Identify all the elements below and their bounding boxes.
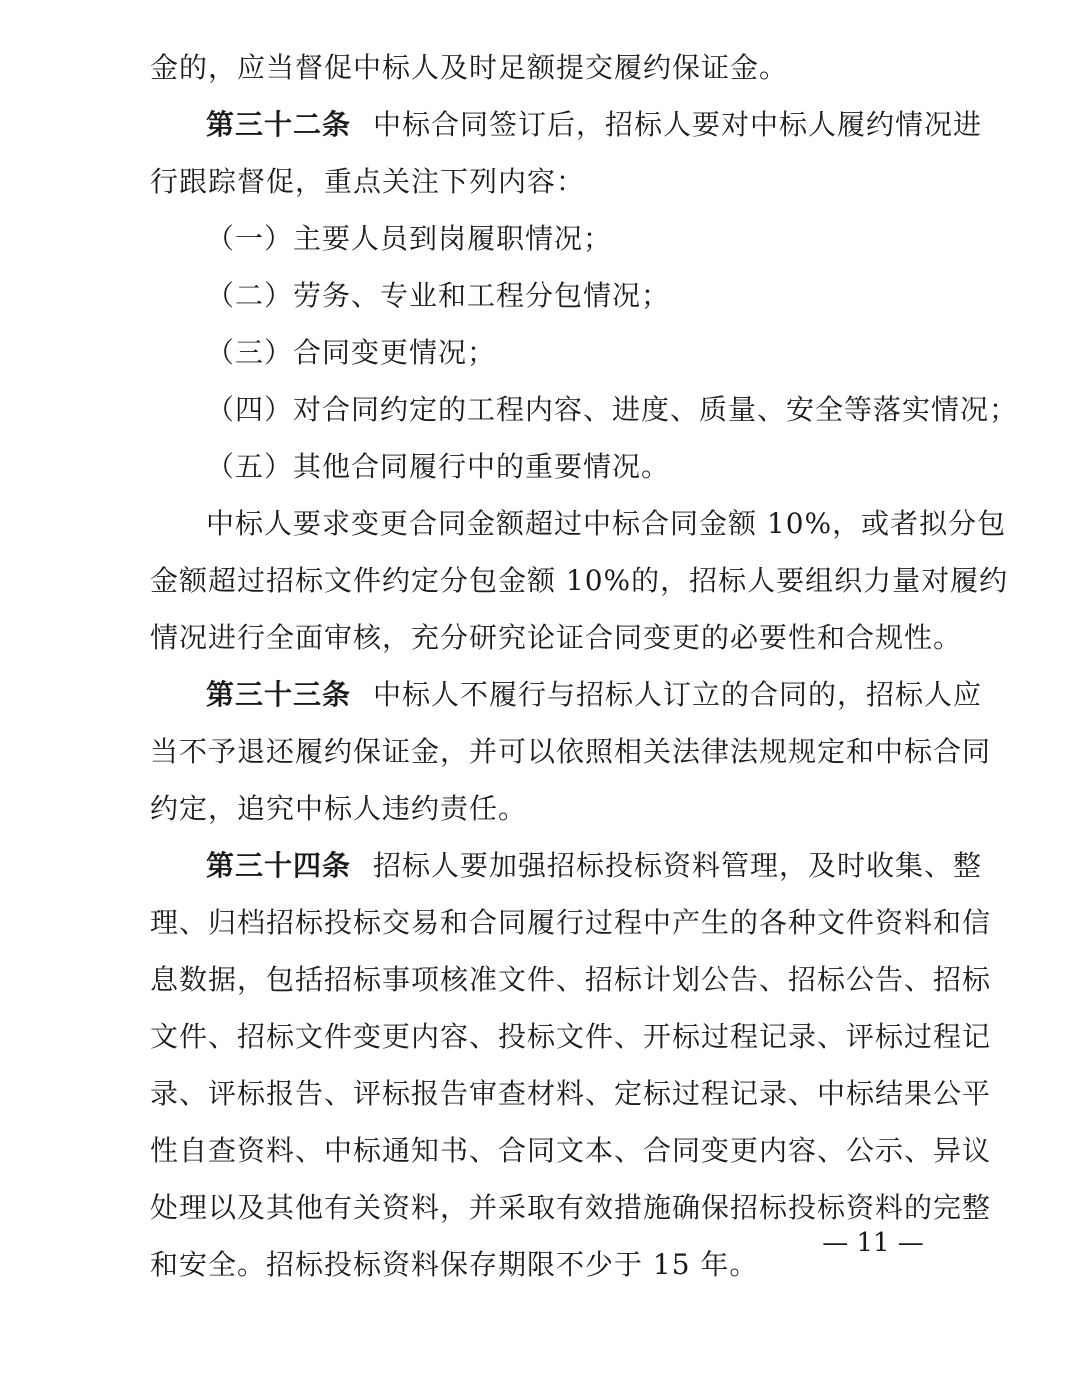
text-line: 行跟踪督促，重点关注下列内容： xyxy=(150,165,586,198)
text-line: 金额超过招标文件约定分包金额 10%的，招标人要组织力量对履约 xyxy=(150,564,1009,597)
text-line: 情况进行全面审核，充分研究论证合同变更的必要性和合规性。 xyxy=(150,621,963,654)
article-34-heading-line: 第三十四条 招标人要加强招标投标资料管理，及时收集、整 xyxy=(206,849,983,882)
text-line: 金的，应当督促中标人及时足额提交履约保证金。 xyxy=(150,51,789,84)
article-number: 第三十四条 xyxy=(206,849,352,882)
article-number: 第三十三条 xyxy=(206,678,352,711)
article-32-heading-line: 第三十二条 中标合同签订后，招标人要对中标人履约情况进 xyxy=(206,108,983,141)
list-item: （四）对合同约定的工程内容、进度、质量、安全等落实情况； xyxy=(206,393,1019,426)
text-line: 和安全。招标投标资料保存期限不少于 15 年。 xyxy=(150,1248,759,1281)
text-line: 当不予退还履约保证金，并可以依照相关法律法规规定和中标合同 xyxy=(150,735,992,768)
article-number: 第三十二条 xyxy=(206,108,352,141)
article-33-heading-line: 第三十三条 中标人不履行与招标人订立的合同的，招标人应 xyxy=(206,678,983,711)
page-number: — 11 — xyxy=(822,1228,924,1258)
text-line: 处理以及其他有关资料，并采取有效措施确保招标投标资料的完整 xyxy=(150,1191,992,1224)
text-line: 息数据，包括招标事项核准文件、招标计划公告、招标公告、招标 xyxy=(150,963,992,996)
text-line: 性自查资料、中标通知书、合同文本、合同变更内容、公示、异议 xyxy=(150,1134,992,1167)
text-line: 文件、招标文件变更内容、投标文件、开标过程记录、评标过程记 xyxy=(150,1020,992,1053)
list-item: （三）合同变更情况； xyxy=(206,336,497,369)
list-item: （二）劳务、专业和工程分包情况； xyxy=(206,279,671,312)
text-line: 录、评标报告、评标报告审查材料、定标过程记录、中标结果公平 xyxy=(150,1077,992,1110)
list-item: （五）其他合同履行中的重要情况。 xyxy=(206,450,671,483)
list-item: （一）主要人员到岗履职情况； xyxy=(206,222,613,255)
text-line: 中标人要求变更合同金额超过中标合同金额 10%，或者拟分包 xyxy=(206,507,1007,540)
text-line: 约定，追究中标人违约责任。 xyxy=(150,792,528,825)
text-line: 理、归档招标投标交易和合同履行过程中产生的各种文件资料和信 xyxy=(150,906,992,939)
